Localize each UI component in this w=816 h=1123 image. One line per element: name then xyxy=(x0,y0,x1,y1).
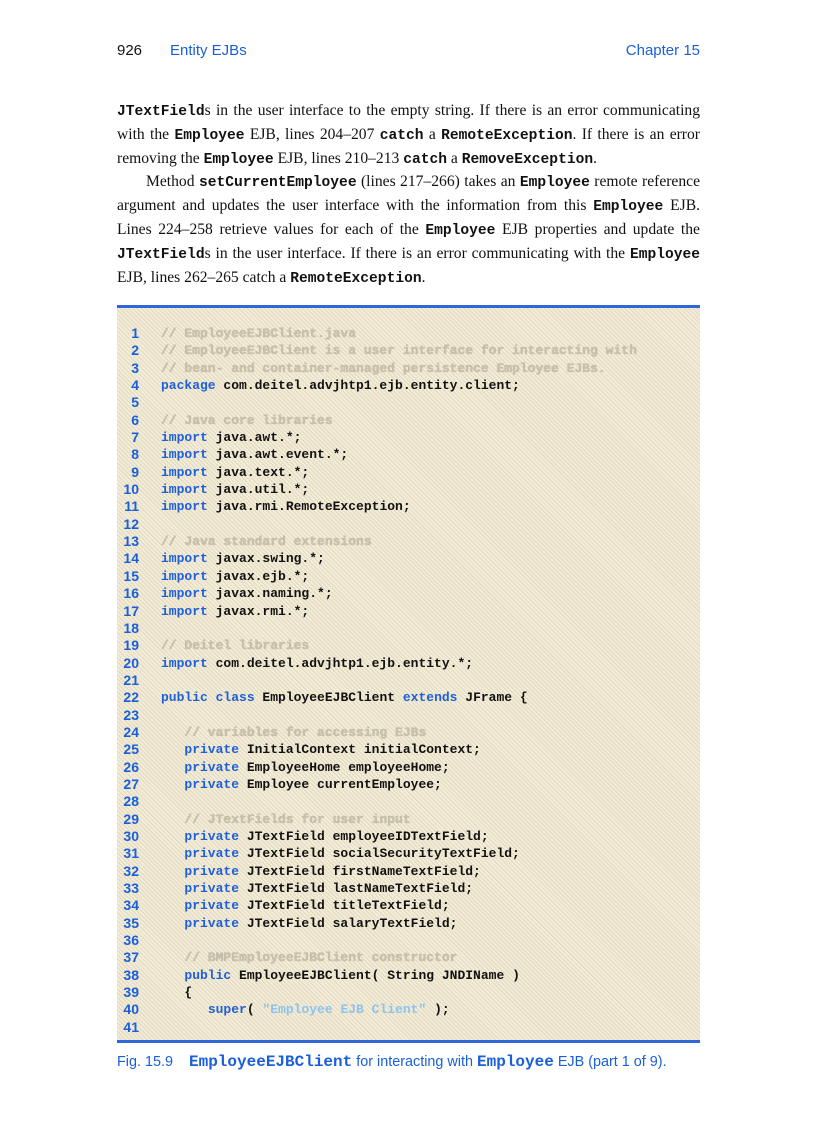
code-comment: // bean- and container-managed persistence Employee EJBs. xyxy=(161,360,606,376)
line-number: 3 xyxy=(131,359,139,376)
code-text: JTextField salaryTextField; xyxy=(239,915,458,931)
code-line xyxy=(117,845,700,862)
code-source xyxy=(161,464,309,481)
code-source xyxy=(161,429,301,446)
code-source xyxy=(161,568,309,585)
code-text: javax.ejb.*; xyxy=(207,568,310,584)
code-keyword: private xyxy=(184,742,240,758)
code-line xyxy=(117,550,700,567)
code-source xyxy=(161,949,457,966)
inline-code: RemoteException xyxy=(290,270,422,287)
code-text xyxy=(161,864,184,879)
code-line xyxy=(117,724,700,741)
line-number: 31 xyxy=(123,845,139,862)
code-keyword: import xyxy=(161,655,208,671)
code-source xyxy=(161,759,450,776)
code-line xyxy=(117,984,700,1001)
page-number: 926 xyxy=(117,42,143,59)
inline-code: Employee xyxy=(174,127,245,144)
chapter-title: Chapter 15 xyxy=(625,42,700,59)
code-text: ( xyxy=(246,1002,263,1018)
line-number: 15 xyxy=(123,567,139,584)
code-source xyxy=(161,724,426,741)
code-line xyxy=(117,776,700,793)
inline-code: setCurrentEmployee xyxy=(198,175,357,192)
inline-code: Employee xyxy=(593,199,664,216)
code-line xyxy=(117,793,700,810)
code-line xyxy=(117,863,700,880)
code-source xyxy=(161,863,481,880)
code-source xyxy=(161,585,333,602)
code-listing xyxy=(117,305,700,1043)
line-number: 10 xyxy=(123,481,139,498)
code-line xyxy=(117,533,700,550)
code-comment: // EmployeeEJBClient.java xyxy=(161,326,357,341)
code-text: JTextField lastNameTextField; xyxy=(239,881,474,896)
line-number: 19 xyxy=(123,637,139,654)
code-source xyxy=(161,377,520,394)
code-text: ); xyxy=(426,1002,450,1018)
paragraph-2 xyxy=(117,171,700,290)
line-number: 22 xyxy=(123,689,139,706)
text-run: a xyxy=(423,125,442,143)
code-text: JTextField firstNameTextField; xyxy=(239,863,481,879)
code-line xyxy=(117,932,700,949)
code-text: JTextField employeeIDTextField; xyxy=(239,828,489,844)
text-run: (lines 217–266) takes an xyxy=(356,173,520,191)
code-keyword: private xyxy=(184,846,240,862)
line-number: 29 xyxy=(123,810,139,827)
line-number: 39 xyxy=(123,984,139,1001)
code-string: "Employee EJB Client" xyxy=(262,1002,427,1018)
code-text xyxy=(161,898,184,913)
code-source xyxy=(161,325,356,342)
code-text: JFrame { xyxy=(457,690,528,706)
line-number: 27 xyxy=(123,775,139,792)
inline-code: RemoveException xyxy=(461,151,594,168)
code-keyword: private xyxy=(184,898,240,914)
code-lines xyxy=(117,325,700,1036)
line-number: 30 xyxy=(123,827,139,844)
code-comment: // Java standard extensions xyxy=(161,534,372,550)
caption-text: EJB (part 1 of 9). xyxy=(553,1054,667,1070)
code-text xyxy=(161,916,184,931)
code-source xyxy=(161,360,606,377)
code-line xyxy=(117,949,700,966)
inline-code: JTextField xyxy=(117,104,205,120)
line-number: 14 xyxy=(123,550,139,567)
code-text xyxy=(161,760,184,775)
code-keyword: import xyxy=(161,447,208,463)
line-number: 37 xyxy=(123,949,139,966)
code-line xyxy=(117,880,700,897)
code-source xyxy=(161,481,309,498)
text-run: s in the user interface to the empty string. If there is an error communicating with the xyxy=(117,102,700,143)
code-keyword: private xyxy=(184,915,240,931)
text-run: EJB, lines 210–213 xyxy=(273,149,404,167)
code-text xyxy=(161,725,184,740)
text-run: EJB, lines 262–265 catch a xyxy=(117,268,291,286)
figure-caption xyxy=(117,1053,717,1071)
page-header xyxy=(117,42,700,62)
code-source xyxy=(161,446,348,463)
code-source xyxy=(161,915,457,932)
code-source xyxy=(161,828,489,845)
code-keyword: extends xyxy=(402,690,458,706)
text-run: Method xyxy=(146,173,199,191)
code-source xyxy=(161,550,325,567)
code-source xyxy=(161,741,481,758)
code-line xyxy=(117,897,700,914)
code-text: java.text.*; xyxy=(207,464,310,480)
code-line xyxy=(117,429,700,446)
code-source xyxy=(161,412,333,429)
code-text xyxy=(161,950,184,965)
code-keyword: public xyxy=(184,967,232,983)
line-number: 36 xyxy=(123,932,139,949)
inline-code: Employee xyxy=(203,151,274,168)
line-number: 34 xyxy=(123,897,139,914)
code-line xyxy=(117,342,700,359)
body-text xyxy=(117,100,700,290)
code-source xyxy=(161,967,520,984)
code-keyword: private xyxy=(184,863,240,879)
code-line xyxy=(117,394,700,411)
code-text: { xyxy=(161,985,193,1001)
code-text xyxy=(161,968,184,983)
inline-code: Employee xyxy=(519,175,590,192)
code-text: com.deitel.advjhtp1.ejb.entity.*; xyxy=(207,655,474,671)
line-number: 33 xyxy=(123,880,139,896)
code-text: java.util.*; xyxy=(207,482,310,498)
code-line xyxy=(117,689,700,706)
caption-code: Employee xyxy=(477,1053,554,1071)
code-source xyxy=(161,984,192,1001)
line-number: 1 xyxy=(131,325,139,341)
caption-text: for interacting with xyxy=(352,1054,478,1070)
code-text xyxy=(161,881,184,896)
line-number: 20 xyxy=(123,654,139,671)
text-run: s in the user interface. If there is an error communicating with the xyxy=(204,244,630,262)
text-run: EJB, lines 204–207 xyxy=(244,125,380,143)
code-source xyxy=(161,655,473,672)
code-source xyxy=(161,498,411,515)
code-comment: // Java core libraries xyxy=(161,412,333,428)
code-keyword: import xyxy=(161,464,208,480)
code-source xyxy=(161,533,372,550)
code-source xyxy=(161,603,309,620)
code-line xyxy=(117,412,700,429)
code-text xyxy=(161,812,184,827)
code-line xyxy=(117,915,700,932)
line-number: 26 xyxy=(123,758,139,775)
inline-code: JTextField xyxy=(117,246,205,263)
text-run: . xyxy=(421,268,426,286)
line-number: 6 xyxy=(131,411,139,428)
line-number: 2 xyxy=(131,342,139,359)
code-keyword: super xyxy=(207,1002,247,1018)
code-line xyxy=(117,446,700,463)
code-line xyxy=(117,325,700,342)
code-line xyxy=(117,967,700,984)
line-number: 8 xyxy=(131,446,139,463)
line-number: 5 xyxy=(131,394,139,411)
code-line xyxy=(117,568,700,585)
line-number: 40 xyxy=(123,1001,139,1018)
code-keyword: import xyxy=(161,430,208,446)
code-line xyxy=(117,655,700,672)
code-source xyxy=(161,897,450,914)
code-source xyxy=(161,637,309,654)
text-run: . xyxy=(593,149,598,167)
text-run: remote reference argument and updates the user interface with the information from this xyxy=(117,173,700,215)
code-keyword: import xyxy=(161,586,208,602)
line-number: 16 xyxy=(123,585,139,602)
code-line xyxy=(117,464,700,481)
code-keyword: import xyxy=(161,603,208,619)
code-text xyxy=(161,1002,208,1017)
code-line xyxy=(117,585,700,602)
line-number: 17 xyxy=(123,602,139,619)
code-keyword: import xyxy=(161,482,208,498)
line-number: 12 xyxy=(123,515,139,532)
code-keyword: private xyxy=(184,881,240,896)
code-text xyxy=(161,777,184,792)
code-source xyxy=(161,845,520,862)
text-run: a xyxy=(447,149,462,167)
code-text: java.awt.event.*; xyxy=(207,447,349,463)
code-text: javax.rmi.*; xyxy=(207,603,310,619)
code-keyword: import xyxy=(161,568,208,584)
code-text: javax.naming.*; xyxy=(207,586,333,602)
text-run: . If there is an error removing the xyxy=(117,125,700,167)
code-comment: // variables for accessing EJBs xyxy=(184,724,427,740)
code-comment: // EmployeeEJBClient is a user interface for interacting with xyxy=(161,343,637,359)
caption-code: EmployeeEJBClient xyxy=(189,1053,353,1071)
code-line xyxy=(117,828,700,845)
line-number: 32 xyxy=(123,862,139,879)
code-line xyxy=(117,516,700,533)
code-comment: // JTextFields for user input xyxy=(184,811,411,827)
code-keyword: import xyxy=(161,499,208,515)
line-number: 25 xyxy=(123,741,139,758)
text-run: EJB properties and update the xyxy=(495,220,700,238)
code-text: java.awt.*; xyxy=(207,430,302,446)
code-source xyxy=(161,342,637,359)
inline-code: catch xyxy=(403,151,448,168)
code-keyword: private xyxy=(184,776,240,792)
code-text: Employee currentEmployee; xyxy=(239,776,442,792)
line-number: 35 xyxy=(123,914,139,931)
code-line xyxy=(117,498,700,515)
code-line xyxy=(117,1019,700,1036)
code-keyword: import xyxy=(161,551,208,567)
code-keyword: private xyxy=(184,828,240,844)
code-source xyxy=(161,689,528,706)
line-number: 38 xyxy=(123,966,139,983)
code-line xyxy=(117,637,700,654)
code-line xyxy=(117,481,700,498)
line-number: 21 xyxy=(123,671,139,688)
line-number: 9 xyxy=(131,463,139,480)
code-text: java.rmi.RemoteException; xyxy=(207,499,411,515)
code-text: javax.swing.*; xyxy=(207,551,325,567)
inline-code: Employee xyxy=(629,246,700,263)
line-number: 28 xyxy=(123,793,139,810)
code-line xyxy=(117,707,700,724)
line-number: 41 xyxy=(123,1018,139,1035)
code-line xyxy=(117,603,700,620)
code-line xyxy=(117,377,700,394)
code-line xyxy=(117,741,700,758)
code-text xyxy=(161,829,184,844)
text-run: EJB. Lines 224–258 retrieve values for each of the xyxy=(117,197,700,238)
code-text: InitialContext initialContext; xyxy=(239,742,481,758)
code-text: JTextField socialSecurityTextField; xyxy=(239,846,520,862)
section-title: Entity EJBs xyxy=(170,42,247,59)
code-source xyxy=(161,776,442,793)
line-number: 7 xyxy=(131,429,139,446)
code-comment: // Deitel libraries xyxy=(161,638,310,654)
figure-label: Fig. 15.9 xyxy=(117,1054,173,1070)
code-line xyxy=(117,1001,700,1018)
code-comment: // BMPEmployeeEJBClient constructor xyxy=(184,950,458,966)
code-source xyxy=(161,811,411,828)
code-source xyxy=(161,1001,450,1018)
line-number: 23 xyxy=(123,706,139,723)
code-text xyxy=(161,846,184,861)
paragraph-1 xyxy=(117,100,700,171)
line-number: 4 xyxy=(131,377,139,394)
inline-code: RemoteException xyxy=(441,127,573,144)
line-number: 11 xyxy=(124,498,139,515)
code-text: EmployeeEJBClient( String JNDIName ) xyxy=(231,967,520,983)
code-line xyxy=(117,672,700,689)
code-line xyxy=(117,811,700,828)
code-keyword: public class xyxy=(161,690,255,706)
code-line xyxy=(117,759,700,776)
inline-code: Employee xyxy=(425,222,496,239)
code-text xyxy=(161,742,184,757)
line-number: 24 xyxy=(123,723,139,740)
line-number: 13 xyxy=(123,533,139,550)
code-text: JTextField titleTextField; xyxy=(239,898,450,914)
code-line xyxy=(117,360,700,377)
code-keyword: private xyxy=(184,759,240,775)
code-source xyxy=(161,880,473,897)
code-line xyxy=(117,620,700,637)
line-number: 18 xyxy=(123,619,139,636)
inline-code: catch xyxy=(379,127,424,144)
code-text: EmployeeHome employeeHome; xyxy=(239,759,450,775)
code-text: com.deitel.advjhtp1.ejb.entity.client; xyxy=(215,378,520,394)
code-text: EmployeeEJBClient xyxy=(254,690,403,706)
code-keyword: package xyxy=(161,378,216,394)
